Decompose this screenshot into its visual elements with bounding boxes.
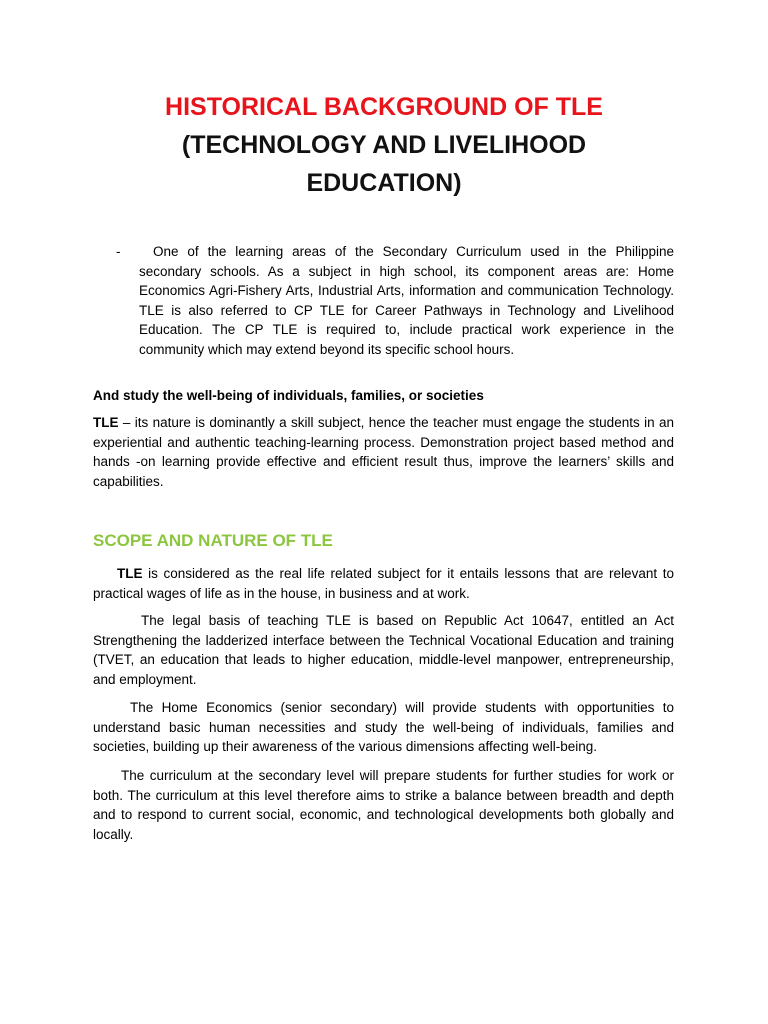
scope-tle-term: TLE (117, 566, 143, 581)
document-subtitle: (TECHNOLOGY AND LIVELIHOOD EDUCATION) (181, 131, 587, 197)
bullet-paragraph: One of the learning areas of the Secondary Curriculum used in the Philippine secondary schools. As a subject in high school, its component areas are: Home Economics Agri-Fishery Arts, Industrial Arts, information and communication Technology. TLE is also referred to CP TLE for Career Pathways in Technology and Livelihood Education. The CP TLE is required to, include practical work experience in the community which may extend beyond its specific school hours. (139, 244, 674, 357)
scope-paragraph-1-text: is considered as the real life related subject for it entails lessons that are relevant to practical wages of life as in the house, in business and at work. (93, 566, 674, 601)
scope-paragraph-1 (93, 564, 674, 603)
bullet-marker: - (116, 244, 121, 259)
tle-nature-paragraph (93, 413, 674, 491)
scope-heading: SCOPE AND NATURE OF TLE (93, 531, 333, 550)
scope-paragraph-2: The legal basis of teaching TLE is based on Republic Act 10647, entitled an Act Strengthening the ladderized interface between the Technical Vocational Education and training (TVET, an education that leads to higher education, middle-level manpower, entrepreneurship, and employment. (93, 613, 674, 687)
scope-paragraph-4: The curriculum at the secondary level will prepare students for further studies for work or both. The curriculum at this level therefore aims to strike a balance between breadth and depth and to respond to current social, economic, and technological developments both globally and locally. (93, 768, 674, 842)
document-title: HISTORICAL BACKGROUND OF TLE (165, 93, 603, 121)
wellbeing-line: And study the well-being of individuals, families, or societies (93, 388, 484, 403)
tle-term: TLE (93, 415, 119, 430)
tle-nature-text: – its nature is dominantly a skill subject, hence the teacher must engage the students in an experiential and authentic teaching-learning process. Demonstration project based method and hands -on learning provide effective and efficient result thus, improve the learners’ skills and capabilities. (93, 415, 674, 489)
scope-paragraph-3: The Home Economics (senior secondary) will provide students with opportunities to understand basic human necessities and study the well-being of individuals, families and societies, building up their awareness of the various dimensions affecting well-being. (93, 700, 674, 754)
